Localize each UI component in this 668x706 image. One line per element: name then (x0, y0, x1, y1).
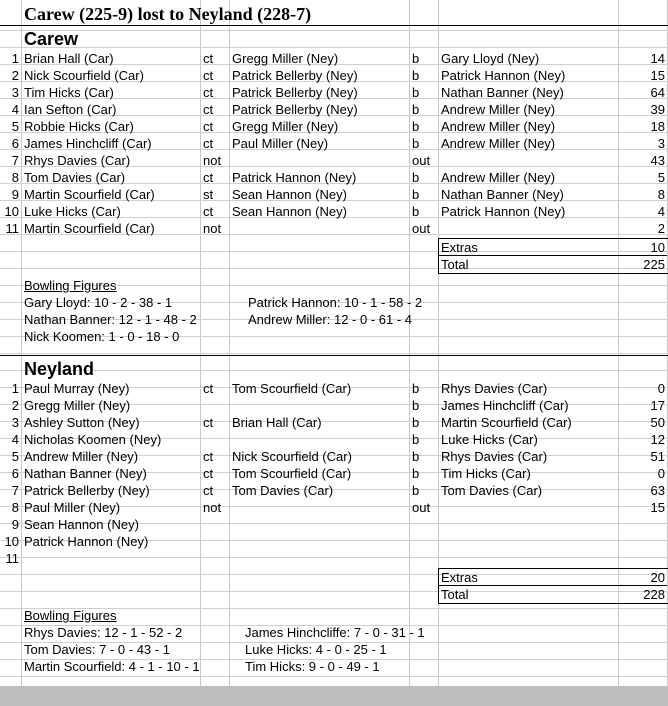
bowler-name: Martin Scourfield (Car) (441, 415, 572, 430)
bowled-marker: out (412, 500, 431, 515)
batsman-name: Paul Murray (Ney) (24, 381, 130, 396)
bowled-marker: b (412, 398, 420, 413)
dismissal-type: ct (203, 51, 214, 66)
batsman-name: Martin Scourfield (Car) (24, 221, 155, 236)
bowled-marker: b (412, 483, 420, 498)
batting-position: 3 (11, 85, 19, 100)
section-divider (0, 355, 668, 356)
bowling-figures-heading: Bowling Figures (24, 278, 117, 293)
bowled-marker: b (412, 204, 420, 219)
bowling-figure: Rhys Davies: 12 - 1 - 52 - 2 (24, 625, 183, 640)
bowled-marker: b (412, 432, 420, 447)
batting-position: 4 (11, 102, 19, 117)
bowler-name: James Hinchcliff (Car) (441, 398, 569, 413)
runs-scored: 39 (650, 102, 665, 117)
batting-position: 8 (11, 500, 19, 515)
batsman-name: Brian Hall (Car) (24, 51, 114, 66)
batting-position: 11 (5, 221, 19, 236)
batsman-name: Robbie Hicks (Car) (24, 119, 134, 134)
batsman-name: James Hinchcliff (Car) (24, 136, 152, 151)
batting-position: 10 (4, 204, 19, 219)
batsman-name: Patrick Bellerby (Ney) (24, 483, 150, 498)
bowler-name: Luke Hicks (Car) (441, 432, 538, 447)
grid-row-line (0, 557, 668, 558)
fielder-name: Tom Davies (Car) (232, 483, 334, 498)
bowled-marker: b (412, 170, 420, 185)
batsman-name: Sean Hannon (Ney) (24, 517, 139, 532)
batsman-name: Rhys Davies (Car) (24, 153, 131, 168)
bowler-name: Tim Hicks (Car) (441, 466, 531, 481)
runs-scored: 64 (650, 85, 665, 100)
fielder-name: Gregg Miller (Ney) (232, 51, 339, 66)
dismissal-type: not (203, 153, 222, 168)
fielder-name: Patrick Hannon (Ney) (232, 170, 357, 185)
batting-position: 4 (11, 432, 19, 447)
grid-col-line (21, 0, 22, 686)
match-result-title: Carew (225-9) lost to Neyland (228-7) (24, 4, 312, 24)
bowling-figure: Nathan Banner: 12 - 1 - 48 - 2 (24, 312, 197, 327)
fielder-name: Patrick Bellerby (Ney) (232, 68, 358, 83)
dismissal-type: ct (203, 85, 214, 100)
bowled-marker: b (412, 51, 420, 66)
extras-label: Extras (441, 240, 478, 255)
batsman-name: Tom Davies (Car) (24, 170, 126, 185)
section-divider (0, 25, 668, 26)
batting-position: 5 (11, 449, 19, 464)
dismissal-type: ct (203, 483, 214, 498)
grid-col-line (409, 0, 410, 686)
fielder-name: Patrick Bellerby (Ney) (232, 102, 358, 117)
bowling-figure: Tim Hicks: 9 - 0 - 49 - 1 (245, 659, 380, 674)
runs-scored: 4 (657, 204, 665, 219)
dismissal-type: ct (203, 102, 214, 117)
batsman-name: Tim Hicks (Car) (24, 85, 114, 100)
dismissal-type: ct (203, 466, 214, 481)
bowling-figure: James Hinchcliffe: 7 - 0 - 31 - 1 (245, 625, 425, 640)
bowled-marker: b (412, 381, 420, 396)
bowling-figure: Luke Hicks: 4 - 0 - 25 - 1 (245, 642, 387, 657)
bowler-name: Nathan Banner (Ney) (441, 187, 564, 202)
grid-col-line (229, 0, 230, 686)
bowling-figures-heading: Bowling Figures (24, 608, 117, 623)
bowler-name: Gary Lloyd (Ney) (441, 51, 540, 66)
fielder-name: Nick Scourfield (Car) (232, 449, 352, 464)
batting-position: 9 (11, 187, 19, 202)
bowler-name: Nathan Banner (Ney) (441, 85, 564, 100)
grid-col-line (200, 0, 201, 686)
bowling-figure: Martin Scourfield: 4 - 1 - 10 - 1 (24, 659, 200, 674)
grid-row-line (0, 47, 668, 48)
bowling-figure: Tom Davies: 7 - 0 - 43 - 1 (24, 642, 170, 657)
batting-position: 11 (5, 551, 19, 566)
runs-scored: 50 (650, 415, 665, 430)
runs-scored: 15 (650, 500, 665, 515)
bowler-name: Rhys Davies (Car) (441, 381, 548, 396)
extras-label: Extras (441, 570, 478, 585)
bowler-name: Andrew Miller (Ney) (441, 136, 556, 151)
batsman-name: Andrew Miller (Ney) (24, 449, 139, 464)
batting-position: 6 (11, 136, 19, 151)
grid-row-line (0, 676, 668, 677)
bowled-marker: b (412, 136, 420, 151)
runs-scored: 5 (657, 170, 665, 185)
runs-scored: 15 (650, 68, 665, 83)
batting-position: 2 (11, 398, 19, 413)
dismissal-type: st (203, 187, 214, 202)
dismissal-type: not (203, 221, 222, 236)
bowling-figure: Nick Koomen: 1 - 0 - 18 - 0 (24, 329, 180, 344)
extras-value: 10 (650, 240, 665, 255)
fielder-name: Sean Hannon (Ney) (232, 204, 347, 219)
bowled-marker: b (412, 449, 420, 464)
bowled-marker: b (412, 102, 420, 117)
team-heading: Neyland (24, 359, 95, 379)
batsman-name: Nick Scourfield (Car) (24, 68, 144, 83)
total-value: 228 (643, 587, 665, 602)
fielder-name: Patrick Bellerby (Ney) (232, 85, 358, 100)
bowling-figure: Gary Lloyd: 10 - 2 - 38 - 1 (24, 295, 173, 310)
fielder-name: Tom Scourfield (Car) (232, 381, 352, 396)
dismissal-type: ct (203, 381, 214, 396)
batting-position: 8 (11, 170, 19, 185)
bowler-name: Andrew Miller (Ney) (441, 170, 556, 185)
runs-scored: 51 (650, 449, 665, 464)
runs-scored (618, 516, 665, 533)
bowled-marker: b (412, 119, 420, 134)
batsman-name: Ashley Sutton (Ney) (24, 415, 140, 430)
batsman-name: Gregg Miller (Ney) (24, 398, 131, 413)
dismissal-type: not (203, 500, 222, 515)
batting-position: 10 (4, 534, 19, 549)
batsman-name: Ian Sefton (Car) (24, 102, 117, 117)
runs-scored: 14 (650, 51, 665, 66)
bowler-name: Andrew Miller (Ney) (441, 119, 556, 134)
batsman-name: Martin Scourfield (Car) (24, 187, 155, 202)
runs-scored: 0 (657, 381, 665, 396)
bowled-marker: b (412, 187, 420, 202)
runs-scored (618, 550, 665, 567)
dismissal-type: ct (203, 204, 214, 219)
batsman-name: Nicholas Koomen (Ney) (24, 432, 162, 447)
fielder-name: Brian Hall (Car) (232, 415, 322, 430)
batting-position: 5 (11, 119, 19, 134)
runs-scored: 18 (650, 119, 665, 134)
batsman-name: Luke Hicks (Car) (24, 204, 121, 219)
batsman-name: Paul Miller (Ney) (24, 500, 121, 515)
dismissal-type: ct (203, 119, 214, 134)
team-heading: Carew (24, 29, 79, 49)
batting-position: 6 (11, 466, 19, 481)
runs-scored: 3 (657, 136, 665, 151)
runs-scored: 12 (650, 432, 665, 447)
bowler-name: Rhys Davies (Car) (441, 449, 548, 464)
runs-scored: 17 (650, 398, 665, 413)
batting-position: 7 (11, 153, 19, 168)
runs-scored: 63 (650, 483, 665, 498)
dismissal-type: ct (203, 415, 214, 430)
batting-position: 3 (11, 415, 19, 430)
batting-position: 7 (11, 483, 19, 498)
grid-row-line (0, 353, 668, 354)
batsman-name: Patrick Hannon (Ney) (24, 534, 149, 549)
bowler-name: Patrick Hannon (Ney) (441, 68, 566, 83)
bowled-marker: b (412, 415, 420, 430)
bowling-figure: Patrick Hannon: 10 - 1 - 58 - 2 (248, 295, 423, 310)
runs-scored: 43 (650, 153, 665, 168)
runs-scored (618, 533, 665, 550)
runs-scored: 2 (657, 221, 665, 236)
bowled-marker: b (412, 466, 420, 481)
fielder-name: Tom Scourfield (Car) (232, 466, 352, 481)
batting-position: 1 (11, 51, 19, 66)
horizontal-scrollbar[interactable] (0, 686, 668, 706)
total-label: Total (441, 257, 469, 272)
total-label: Total (441, 587, 469, 602)
fielder-name: Paul Miller (Ney) (232, 136, 329, 151)
extras-value: 20 (650, 570, 665, 585)
batting-position: 9 (11, 517, 19, 532)
bowled-marker: out (412, 221, 431, 236)
runs-scored: 0 (657, 466, 665, 481)
batsman-name: Nathan Banner (Ney) (24, 466, 147, 481)
bowler-name: Tom Davies (Car) (441, 483, 543, 498)
grid-row-line (0, 370, 668, 371)
batting-position: 2 (11, 68, 19, 83)
fielder-name: Gregg Miller (Ney) (232, 119, 339, 134)
total-value: 225 (643, 257, 665, 272)
fielder-name: Sean Hannon (Ney) (232, 187, 347, 202)
dismissal-type: ct (203, 136, 214, 151)
dismissal-type: ct (203, 449, 214, 464)
bowler-name: Patrick Hannon (Ney) (441, 204, 566, 219)
bowler-name: Andrew Miller (Ney) (441, 102, 556, 117)
dismissal-type: ct (203, 68, 214, 83)
bowled-marker: out (412, 153, 431, 168)
batting-position: 1 (11, 381, 19, 396)
dismissal-type: ct (203, 170, 214, 185)
runs-scored: 8 (657, 187, 665, 202)
bowled-marker: b (412, 68, 420, 83)
grid-row-line (0, 30, 668, 31)
bowling-figure: Andrew Miller: 12 - 0 - 61 - 4 (248, 312, 413, 327)
bowled-marker: b (412, 85, 420, 100)
